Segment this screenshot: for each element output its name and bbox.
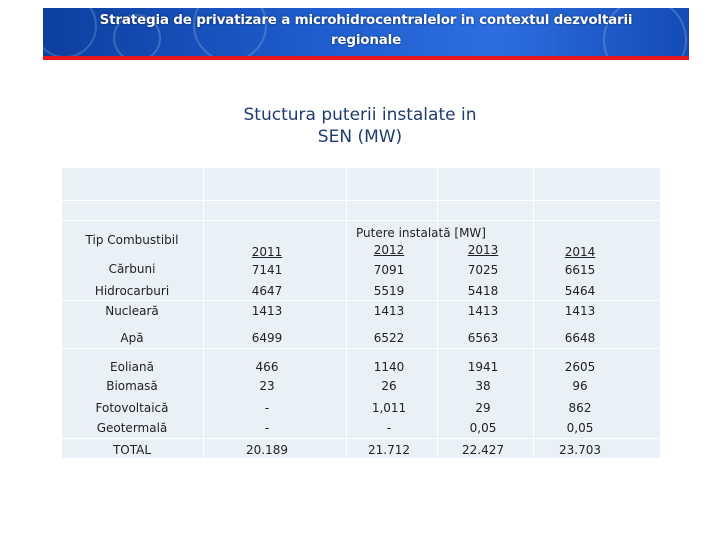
column-header-fuel-type: Tip Combustibil	[85, 233, 179, 247]
table-cell: 466	[255, 360, 279, 374]
banner-red-stripe	[43, 56, 689, 60]
table-cell: 7091	[373, 263, 405, 277]
table-cell: 96	[572, 379, 588, 393]
table-cell: 1140	[373, 360, 405, 374]
title-banner	[43, 8, 689, 60]
row-label: Nucleară	[105, 304, 159, 318]
slide-heading	[0, 104, 720, 148]
table-cell: -	[264, 401, 270, 415]
table-cell: 1413	[467, 304, 499, 318]
table-cell: 0,05	[469, 421, 497, 435]
row-label: Hidrocarburi	[94, 284, 170, 298]
row-label: Biomasă	[106, 379, 158, 393]
table-cell: -	[264, 421, 270, 435]
row-label: Geotermală	[96, 421, 168, 435]
table-cell: 5464	[564, 284, 596, 298]
table-cell: 6648	[564, 331, 596, 345]
table-cell: 5418	[467, 284, 499, 298]
table-cell: 1413	[564, 304, 596, 318]
banner-title	[43, 10, 689, 50]
total-cell: 20.189	[246, 443, 288, 457]
table-cell: 23	[259, 379, 275, 393]
table-cell: 6563	[467, 331, 499, 345]
total-cell: 21.712	[368, 443, 410, 457]
table-gridline	[533, 168, 534, 458]
table-gridline	[62, 438, 660, 439]
table-cell: 7141	[251, 263, 283, 277]
table-cell: 1941	[467, 360, 499, 374]
year-header: 2011	[251, 245, 283, 259]
table-cell: 7025	[467, 263, 499, 277]
row-label-total: TOTAL	[112, 443, 152, 457]
table-cell: 4647	[251, 284, 283, 298]
column-header-installed-power: Putere instalată [MW]	[356, 226, 486, 240]
table-gridline	[62, 220, 660, 221]
table-cell: 1,011	[371, 401, 407, 415]
table-cell: 29	[475, 401, 491, 415]
banner-title-line2: regionale	[330, 32, 402, 48]
table-cell: -	[386, 421, 392, 435]
total-cell: 23.703	[559, 443, 601, 457]
row-label: Apă	[120, 331, 144, 345]
table-cell: 1413	[251, 304, 283, 318]
year-header: 2012	[373, 243, 405, 257]
row-label: Eoliană	[110, 360, 154, 374]
total-cell: 22.427	[462, 443, 504, 457]
table-cell: 6522	[373, 331, 405, 345]
table-cell: 1413	[373, 304, 405, 318]
table-gridline	[62, 348, 660, 349]
slide-heading-line1: Stuctura puterii instalate in	[243, 105, 477, 125]
table-cell: 0,05	[566, 421, 594, 435]
table-gridline	[346, 168, 347, 458]
table-gridline	[203, 168, 204, 458]
row-label: Fotovoltaică	[95, 401, 169, 415]
table-cell: 38	[475, 379, 491, 393]
table-cell: 6499	[251, 331, 283, 345]
table-cell: 6615	[564, 263, 596, 277]
table-cell: 2605	[564, 360, 596, 374]
banner-title-line1: Strategia de privatizare a microhidrocentralelor in contextul dezvoltarii	[99, 12, 633, 28]
table-gridline	[62, 200, 660, 201]
table-gridline	[62, 300, 660, 301]
table-cell: 862	[568, 401, 592, 415]
table-gridline	[437, 168, 438, 458]
slide-heading-line2: SEN (MW)	[317, 127, 403, 147]
year-header: 2014	[564, 245, 596, 259]
year-header: 2013	[467, 243, 499, 257]
table-cell: 26	[381, 379, 397, 393]
table-cell: 5519	[373, 284, 405, 298]
row-label: Cărbuni	[108, 262, 156, 276]
